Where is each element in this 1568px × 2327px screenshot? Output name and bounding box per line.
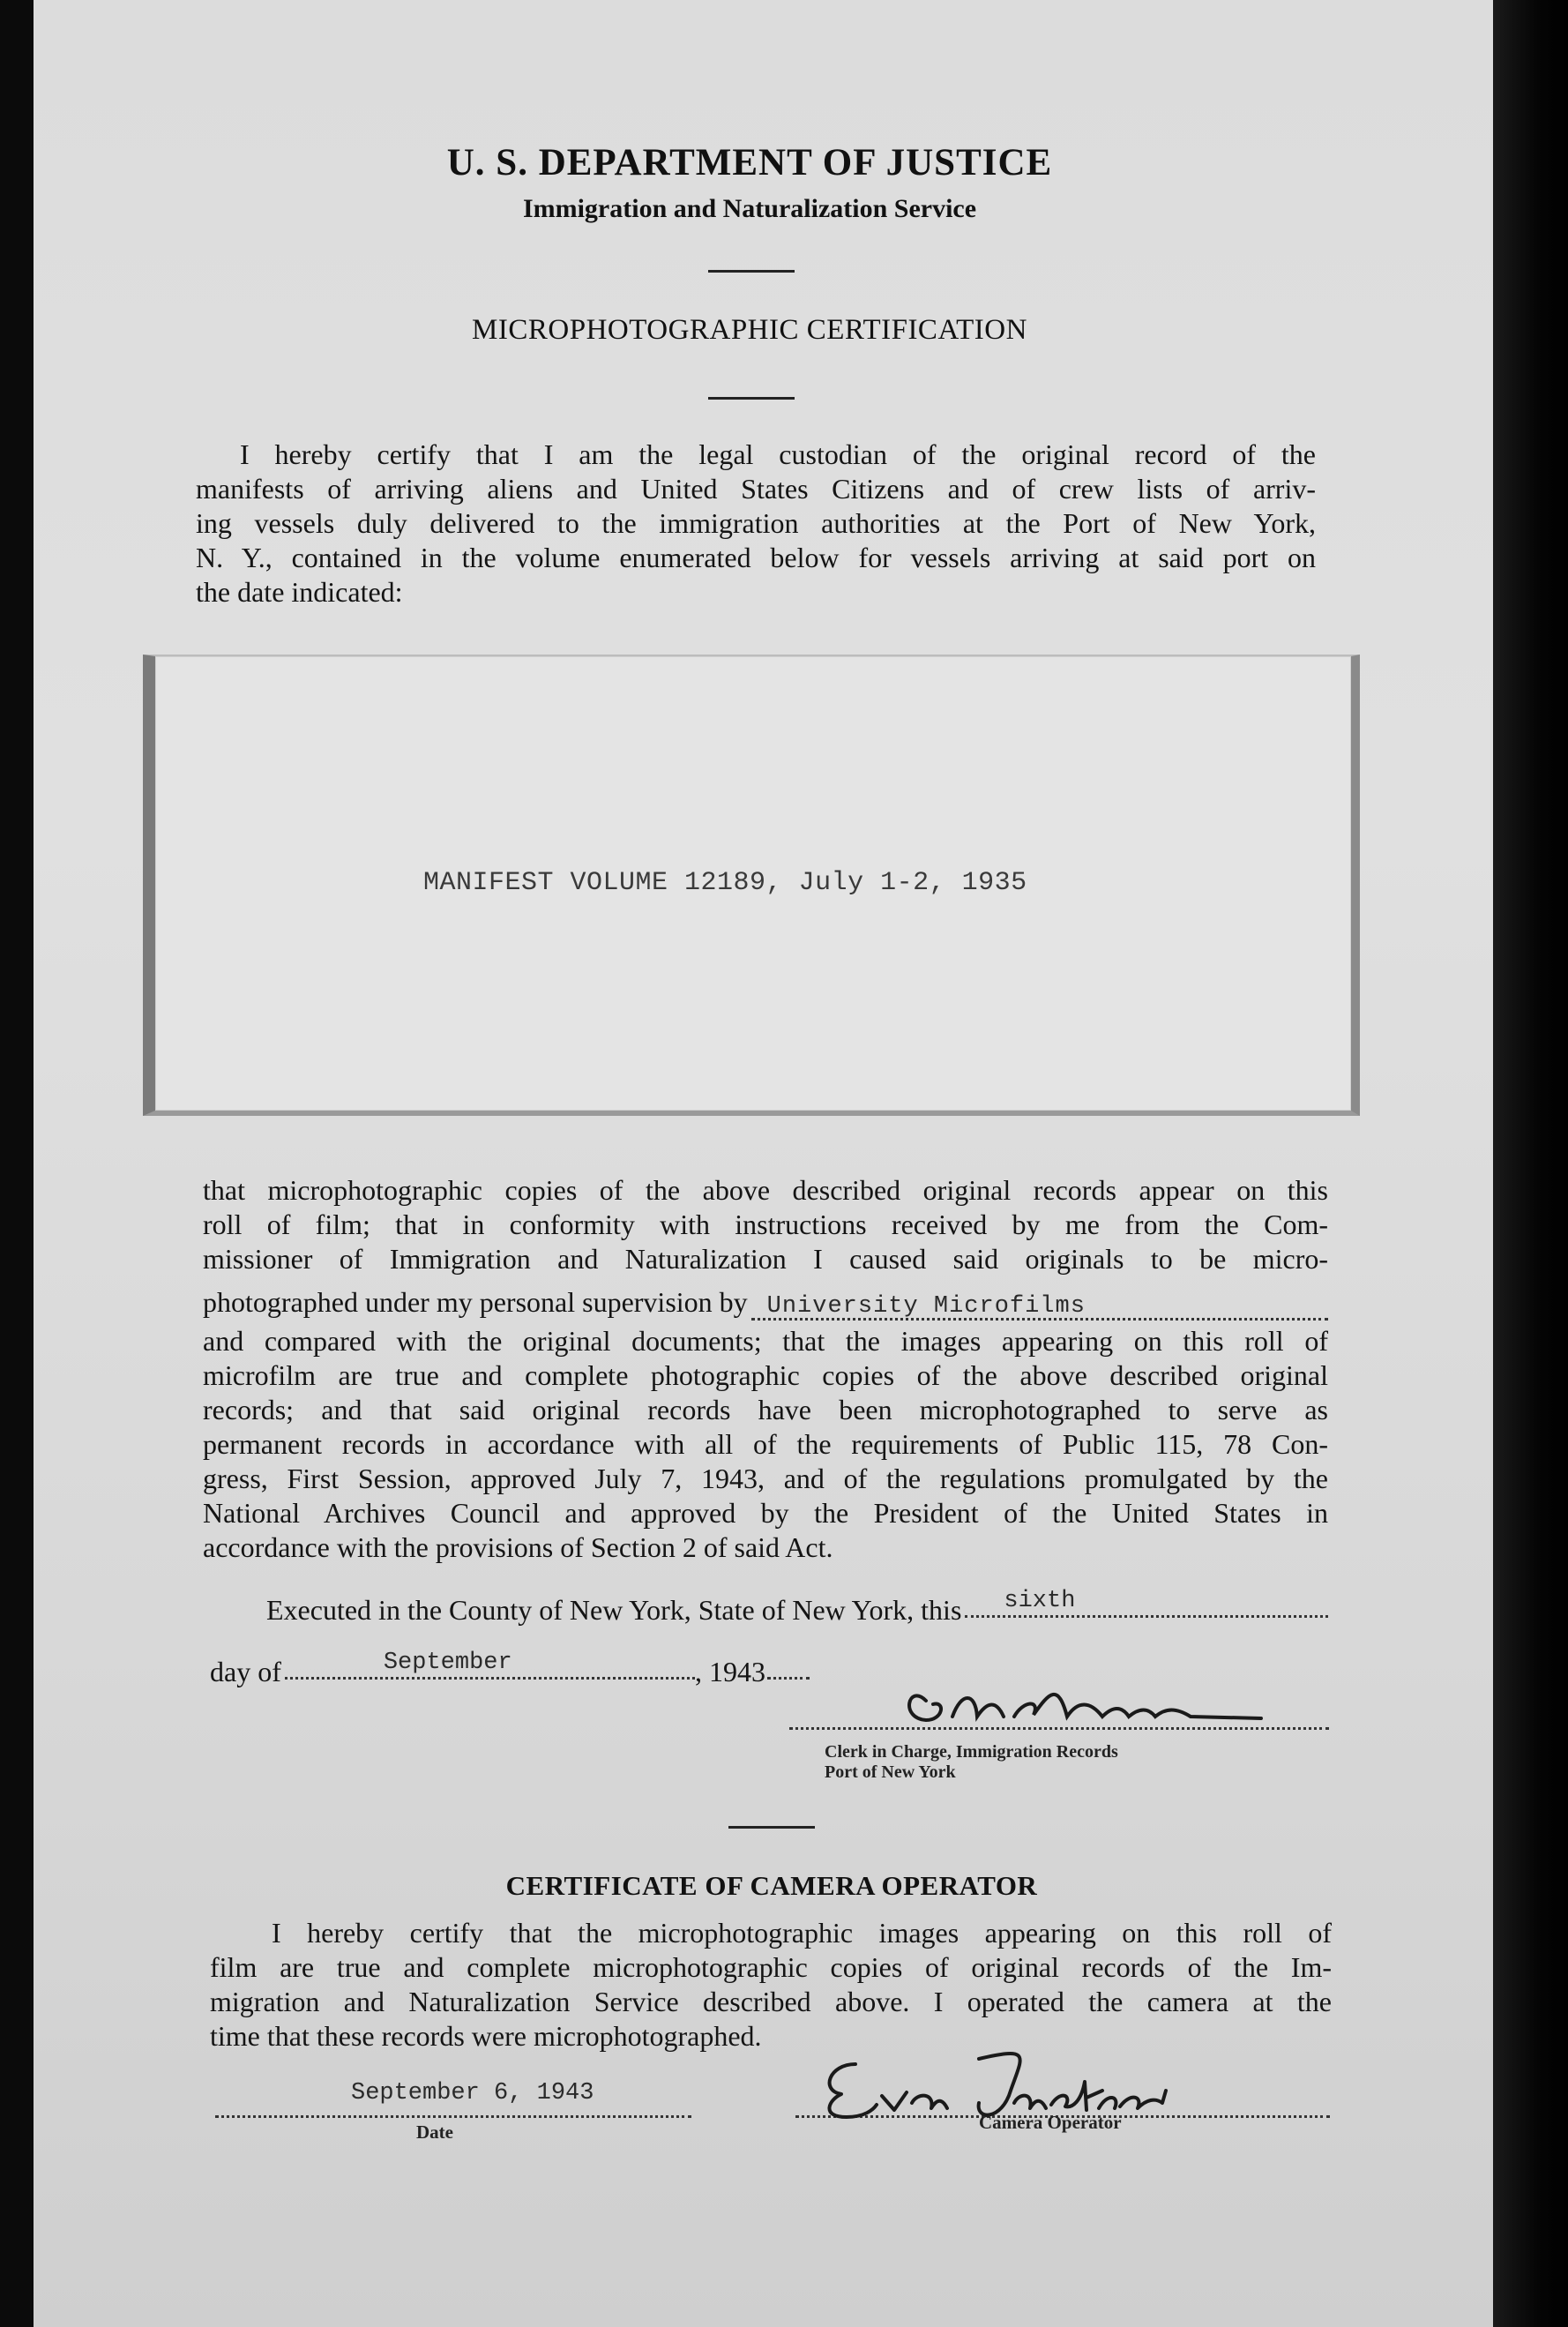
body-paragraph <box>203 1173 1328 1565</box>
divider-rule <box>708 270 795 273</box>
body-line: roll of film; that in conformity with instructions received by me from the Com- <box>203 1208 1328 1240</box>
body-line: accordance with the provisions of Section 2 of said Act. <box>203 1531 833 1563</box>
body-line: records; and that said original records have been microphotographed to serve as <box>203 1394 1328 1425</box>
certification-title: MICROPHOTOGRAPHIC CERTIFICATION <box>472 314 1027 346</box>
camera-line: migration and Naturalization Service described above. I operated the camera at the <box>210 1986 1332 2017</box>
intro-line: manifests of arriving aliens and United States Citizens and of crew lists of arriv- <box>196 473 1316 505</box>
intro-paragraph <box>196 438 1316 610</box>
clerk-port: Port of New York <box>825 1762 956 1782</box>
supervisor-field <box>751 1285 1328 1324</box>
department-heading: U. S. DEPARTMENT OF JUSTICE <box>446 142 1053 183</box>
intro-line: N. Y., contained in the volume enumerated below for vessels arriving at said port on <box>196 542 1316 573</box>
month-field <box>285 1650 695 1681</box>
body-line: and compared with the original documents; that the images appearing on this roll of <box>203 1325 1328 1357</box>
day-of-label: day of <box>210 1656 281 1687</box>
intro-line: I hereby certify that I am the legal custodian of the original record of the <box>240 438 1316 470</box>
intro-line: ing vessels duly delivered to the immigration authorities at the Port of New York, <box>196 507 1316 539</box>
clerk-signature-graphic <box>891 1665 1314 1736</box>
camera-line: film are true and complete microphotographic copies of original records of the Im- <box>210 1951 1332 1983</box>
supervisor-value: University Microfilms <box>766 1293 1086 1320</box>
day-value: sixth <box>1004 1588 1076 1614</box>
camera-line: I hereby certify that the microphotographic images appearing on this roll of <box>272 1917 1332 1949</box>
body-line: missioner of Immigration and Naturalization I caused said originals to be micro- <box>203 1243 1328 1275</box>
body-line: permanent records in accordance with all of the requirements of Public 115, 78 Con- <box>203 1428 1328 1460</box>
divider-rule <box>708 397 795 400</box>
body-line: that microphotographic copies of the above described original records appear on this <box>203 1174 1328 1206</box>
supervision-prefix: photographed under my personal supervision by <box>203 1286 748 1318</box>
supervision-line <box>203 1285 1328 1324</box>
camera-line: time that these records were microphotographed. <box>210 2020 762 2052</box>
day-field <box>965 1588 1328 1620</box>
date-label: Date <box>416 2121 453 2143</box>
month-value: September <box>383 1650 512 1676</box>
camera-certificate-title: CERTIFICATE OF CAMERA OPERATOR <box>505 1870 1038 1901</box>
manifest-volume-text: MANIFEST VOLUME 12189, July 1-2, 1935 <box>423 868 1027 898</box>
day-of-line <box>210 1650 810 1688</box>
date-line <box>215 2115 691 2118</box>
divider-rule <box>728 1826 815 1829</box>
body-line: gress, First Session, approved July 7, 1943, and of the regulations promulgated by the <box>203 1463 1328 1494</box>
date-value: September 6, 1943 <box>351 2080 594 2106</box>
film-edge <box>1493 0 1568 2327</box>
service-heading: Immigration and Naturalization Service <box>522 194 977 223</box>
year-text: , 1943 <box>695 1656 765 1687</box>
body-line: microfilm are true and complete photographic copies of the above described original <box>203 1359 1328 1391</box>
clerk-title: Clerk in Charge, Immigration Records <box>825 1742 1118 1762</box>
operator-label: Camera Operator <box>979 2112 1122 2133</box>
executed-prefix: Executed in the County of New York, State of New York, this <box>266 1594 962 1626</box>
intro-line: the date indicated: <box>196 576 403 608</box>
executed-line <box>266 1588 1328 1627</box>
body-line: National Archives Council and approved by the President of the United States in <box>203 1497 1328 1529</box>
